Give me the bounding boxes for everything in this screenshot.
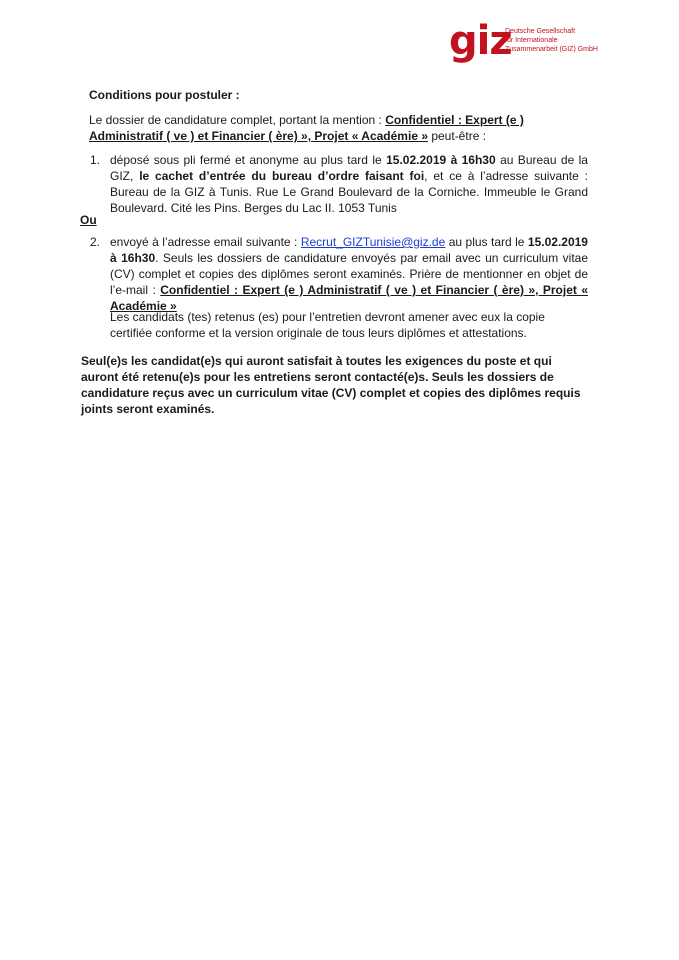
list-number-2: 2. <box>90 235 101 249</box>
giz-logo-text <box>505 27 655 54</box>
intro-text: Le dossier de candidature complet, portant la mention : <box>89 113 386 127</box>
list-number-1: 1. <box>90 153 101 167</box>
item1-text-2: au Bureau de la GIZ, <box>110 153 588 183</box>
logo-line-3: Zusammenarbeit (GIZ) GmbH <box>505 46 598 53</box>
intro-mention: Confidentiel : Expert (e ) Administratif ( ve ) et Financier ( ère) », Projet « Académie » <box>89 113 524 143</box>
intro-paragraph <box>89 112 576 144</box>
logo-line-1: Deutsche Gesellschaft <box>505 28 576 35</box>
item1-text: déposé sous pli fermé et anonyme au plus tard le <box>110 153 387 167</box>
email-link[interactable]: Recrut_GIZTunisie@giz.de <box>300 235 446 249</box>
intro-text-end: peut-être : <box>428 129 487 143</box>
or-separator: Ou <box>80 213 97 227</box>
item1-address: , et ce à l’adresse suivante : Bureau de la GIZ à Tunis. Rue Le Grand Boulevard de la Corniche. Immeuble le Grand Boulevard. Cité les Pins. Berges du Lac II. 1053 Tunis <box>110 169 588 215</box>
list-item-2-body <box>110 234 588 314</box>
section-title: Conditions pour postuler : <box>89 88 240 102</box>
item1-stamp: le cachet d’entrée du bureau d’ordre faisant foi <box>139 169 425 183</box>
item2-mention: Confidentiel : Expert (e ) Administratif ( ve ) et Financier ( ère) », Projet « Académie » <box>110 283 588 313</box>
item2-text-3: . Seuls les dossiers de candidature envoyés par email avec un curriculum vitae (CV) complet et copies des diplômes seront examinés. Prière de mentionner en objet de l’e-mail : <box>110 251 588 297</box>
list-item-1-body <box>110 152 588 216</box>
final-notice: Seul(e)s les candidat(e)s qui auront satisfait à toutes les exigences du poste et qui auront été retenu(e)s pour les entretiens seront contacté(e)s. Seuls les dossiers de candidature reçus avec un curriculum vitae (CV) complet et copies des diplômes requis joints seront examinés. <box>81 354 581 416</box>
item1-deadline: 15.02.2019 à 16h30 <box>386 153 496 167</box>
item2-deadline: 15.02.2019 à 16h30 <box>110 235 588 265</box>
candidates-note: Les candidats (tes) retenus (es) pour l’entretien devront amener avec eux la copie certifiée conforme et la version originale de tous leurs diplômes et attestations. <box>110 310 545 340</box>
item2-text: envoyé à l’adresse email suivante : <box>110 235 301 249</box>
logo-line-2: für Internationale <box>505 37 558 44</box>
giz-logo-mark: giz <box>449 18 512 64</box>
item2-text-2: au plus tard le <box>445 235 528 249</box>
